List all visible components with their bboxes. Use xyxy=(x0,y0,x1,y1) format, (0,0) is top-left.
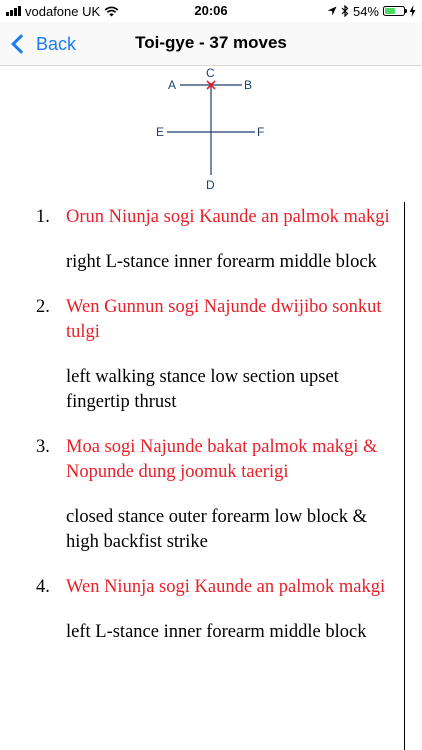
status-right xyxy=(327,3,416,19)
move-number: 2. xyxy=(36,297,50,317)
back-label: Back xyxy=(36,33,77,54)
list-item xyxy=(0,205,422,275)
page-title: Toi-gye - 37 moves xyxy=(135,33,287,52)
battery-fill xyxy=(385,8,395,14)
moves-content xyxy=(0,205,422,750)
diagram-label-f: F xyxy=(257,125,265,139)
move-number: 3. xyxy=(36,437,50,457)
move-name: Wen Gunnun sogi Najunde dwijibo sonkut tulgi xyxy=(66,297,382,342)
diagram-label-a: A xyxy=(168,78,177,92)
status-bar xyxy=(0,0,422,22)
diagram-label-d: D xyxy=(206,178,215,192)
move-number: 4. xyxy=(36,577,50,597)
move-name: Wen Niunja sogi Kaunde an palmok makgi xyxy=(66,577,386,597)
carrier-name: vodafone UK xyxy=(25,3,101,19)
move-description: right L-stance inner forearm middle block xyxy=(66,252,377,272)
move-number: 1. xyxy=(36,207,50,227)
move-name: Orun Niunja sogi Kaunde an palmok makgi xyxy=(66,207,390,227)
moves-list xyxy=(0,205,422,645)
charging-bolt-icon xyxy=(409,5,416,17)
move-description: left L-stance inner forearm middle block xyxy=(66,622,367,642)
list-item xyxy=(0,295,422,415)
diagram-label-b: B xyxy=(244,78,253,92)
navigation-bar xyxy=(0,22,422,66)
move-description: closed stance outer forearm low block & high backfist strike xyxy=(66,507,368,552)
bluetooth-icon xyxy=(341,5,349,17)
location-arrow-icon xyxy=(327,6,337,16)
status-time: 20:06 xyxy=(194,3,228,18)
move-name: Moa sogi Najunde bakat palmok makgi & Nopunde dung joomuk taerigi xyxy=(66,437,378,482)
diagram-label-c: C xyxy=(206,66,215,80)
list-item xyxy=(0,435,422,555)
move-description: left walking stance low section upset fingertip thrust xyxy=(66,367,339,412)
battery-icon xyxy=(383,6,405,16)
diagram-label-e: E xyxy=(156,125,165,139)
pattern-diagram xyxy=(150,66,274,196)
battery-percent: 54% xyxy=(352,3,379,19)
list-item xyxy=(0,575,422,645)
